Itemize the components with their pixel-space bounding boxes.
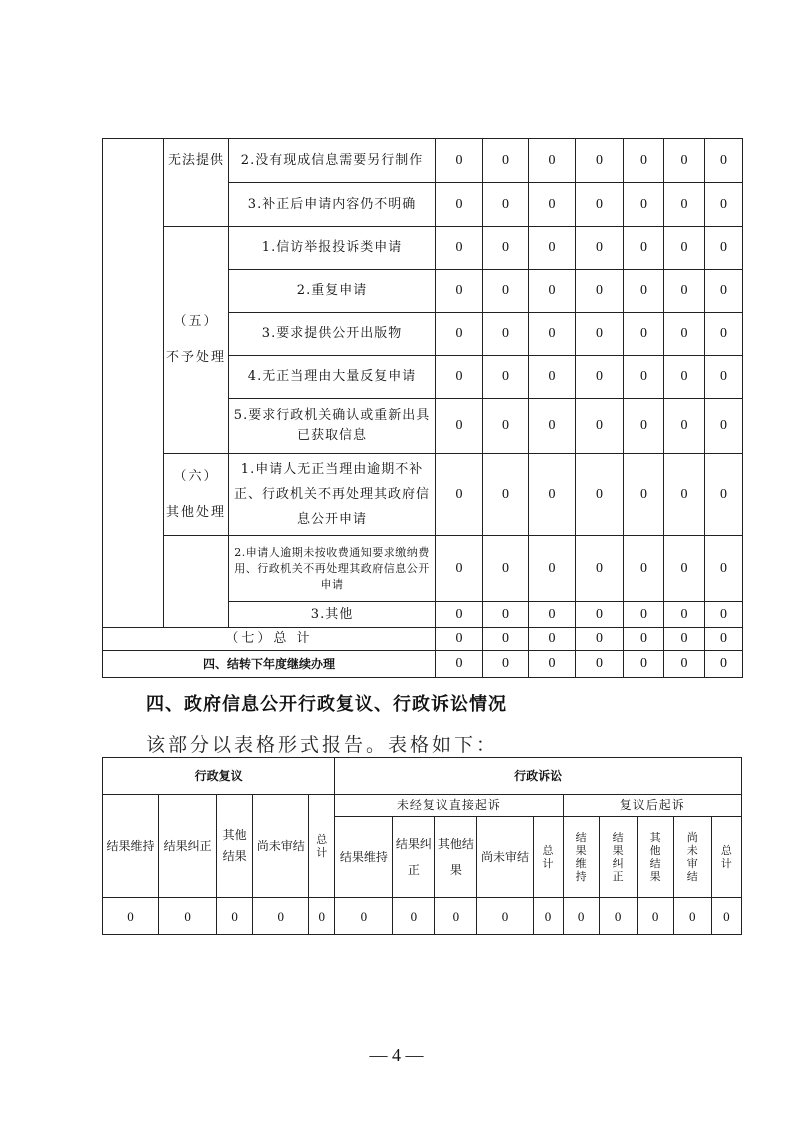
cell-value: 0 (576, 139, 624, 183)
cell-value: 0 (705, 183, 743, 227)
column-header (711, 817, 741, 898)
cell-value: 0 (705, 628, 743, 651)
table-row (103, 898, 742, 935)
after-reconsideration-header: 复议后起诉 (563, 795, 741, 817)
table-row (103, 227, 743, 270)
cell-value: 0 (529, 651, 576, 678)
cell-value: 0 (624, 454, 664, 536)
column-header (637, 817, 673, 898)
cell-value: 0 (664, 227, 705, 270)
cell-value: 0 (624, 313, 664, 356)
column-header-text: 总计 (542, 844, 554, 870)
cell-value: 0 (576, 183, 624, 227)
cell-value: 0 (624, 183, 664, 227)
cell-value: 0 (624, 536, 664, 602)
cell-value: 0 (483, 454, 529, 536)
column-header: 结果纠正 (159, 795, 217, 898)
cell-value: 0 (483, 227, 529, 270)
group-no-processing-label: 不予处理 (166, 350, 227, 365)
table-row (103, 454, 743, 536)
cell-value: 0 (664, 270, 705, 313)
column-header: 结果纠正 (393, 817, 435, 898)
cell-value: 0 (393, 898, 435, 935)
cell-value: 0 (529, 536, 576, 602)
cell-value: 0 (624, 270, 664, 313)
column-header-text: 结果纠正 (612, 831, 624, 883)
cell-value: 0 (483, 536, 529, 602)
cell-value: 0 (664, 454, 705, 536)
row-label: 3.要求提供公开出版物 (229, 313, 436, 356)
cell-value: 0 (705, 602, 743, 628)
column-header (563, 817, 599, 898)
litigation-header: 行政诉讼 (335, 758, 742, 795)
cell-value: 0 (483, 139, 529, 183)
cell-value: 0 (436, 628, 483, 651)
cell-value: 0 (529, 183, 576, 227)
cell-value: 0 (529, 356, 576, 399)
row-label: 1.信访举报投诉类申请 (229, 227, 436, 270)
row-label: 3.补正后申请内容仍不明确 (229, 183, 436, 227)
cell-value: 0 (624, 139, 664, 183)
cell-value: 0 (624, 399, 664, 454)
cell-value: 0 (705, 651, 743, 678)
cell-value: 0 (705, 270, 743, 313)
column-header-text: 总计 (720, 844, 732, 870)
cell-value: 0 (483, 183, 529, 227)
application-handling-table (102, 138, 743, 678)
cell-value: 0 (576, 454, 624, 536)
cell-value: 0 (664, 356, 705, 399)
direct-suit-header: 未经复议直接起诉 (335, 795, 563, 817)
row-label: 5.要求行政机关确认或重新出具已获取信息 (229, 399, 436, 454)
group-no-processing (164, 227, 229, 454)
cell-value: 0 (529, 602, 576, 628)
column-header (673, 817, 711, 898)
cell-value: 0 (529, 628, 576, 651)
table-row (103, 758, 742, 795)
cell-value: 0 (103, 898, 159, 935)
cell-value: 0 (624, 602, 664, 628)
group-other-processing-label: 其他处理 (166, 504, 227, 520)
cell-value: 0 (529, 313, 576, 356)
section-intro: 该部分以表格形式报告。表格如下： (146, 734, 499, 756)
cell-value: 0 (576, 270, 624, 313)
cell-value: 0 (159, 898, 217, 935)
cell-value: 0 (436, 536, 483, 602)
reconsideration-litigation-table (102, 757, 742, 935)
column-header (599, 817, 637, 898)
cell-value: 0 (436, 227, 483, 270)
cell-value: 0 (483, 270, 529, 313)
cell-value: 0 (624, 227, 664, 270)
cell-value: 0 (436, 183, 483, 227)
cell-value: 0 (483, 399, 529, 454)
cell-value: 0 (624, 356, 664, 399)
cell-value: 0 (436, 313, 483, 356)
row-label: 4.无正当理由大量反复申请 (229, 356, 436, 399)
row-label: 1.申请人无正当理由逾期不补正、行政机关不再处理其政府信息公开申请 (229, 454, 436, 536)
left-blank-cell (103, 139, 164, 628)
cell-value: 0 (436, 270, 483, 313)
cell-value: 0 (576, 313, 624, 356)
cell-value: 0 (436, 651, 483, 678)
cell-value: 0 (435, 898, 477, 935)
cell-value: 0 (664, 602, 705, 628)
cell-value: 0 (711, 898, 741, 935)
cell-value: 0 (529, 454, 576, 536)
page-number: — 4 — (369, 1045, 424, 1065)
cell-value: 0 (705, 399, 743, 454)
column-header: 结果维持 (335, 817, 393, 898)
cell-value: 0 (483, 628, 529, 651)
cell-value: 0 (309, 898, 335, 935)
column-header-text: 总计 (316, 833, 328, 859)
cell-value: 0 (705, 139, 743, 183)
cell-value: 0 (217, 898, 253, 935)
table-row (103, 795, 742, 817)
cell-value: 0 (533, 898, 563, 935)
cell-value: 0 (705, 356, 743, 399)
cell-value: 0 (563, 898, 599, 935)
cell-value: 0 (529, 227, 576, 270)
column-header-text: 结果维持 (575, 831, 587, 883)
cell-value: 0 (253, 898, 309, 935)
group-cannot-provide: 无法提供 (164, 139, 229, 227)
total-label: （七）总 计 (103, 628, 436, 651)
group-other-processing (164, 454, 229, 536)
cell-value: 0 (483, 313, 529, 356)
cell-value: 0 (705, 227, 743, 270)
cell-value: 0 (624, 628, 664, 651)
cell-value: 0 (705, 454, 743, 536)
group-no-processing-number: （五） (173, 314, 219, 329)
cell-value: 0 (664, 651, 705, 678)
cell-value: 0 (624, 651, 664, 678)
cell-value: 0 (436, 602, 483, 628)
cell-value: 0 (576, 227, 624, 270)
cell-value: 0 (477, 898, 533, 935)
cell-value: 0 (436, 139, 483, 183)
cell-value: 0 (599, 898, 637, 935)
column-header-text: 其他结果 (649, 831, 661, 883)
cell-value: 0 (664, 399, 705, 454)
cell-value: 0 (705, 313, 743, 356)
cell-value: 0 (335, 898, 393, 935)
cell-value: 0 (483, 602, 529, 628)
column-header (533, 817, 563, 898)
cell-value: 0 (483, 356, 529, 399)
cell-value: 0 (637, 898, 673, 935)
cell-value: 0 (705, 536, 743, 602)
total-row (103, 628, 743, 651)
column-header: 尚未审结 (253, 795, 309, 898)
cell-value: 0 (436, 454, 483, 536)
group-other-processing-number: （六） (173, 468, 219, 484)
cell-value: 0 (529, 139, 576, 183)
cell-value: 0 (436, 356, 483, 399)
carry-over-row (103, 651, 743, 678)
carry-over-label: 四、结转下年度继续办理 (103, 651, 436, 678)
column-header: 结果维持 (103, 795, 159, 898)
cell-value: 0 (673, 898, 711, 935)
cell-value: 0 (664, 313, 705, 356)
cell-value: 0 (664, 183, 705, 227)
column-header: 尚未审结 (477, 817, 533, 898)
cell-value: 0 (529, 399, 576, 454)
cell-value: 0 (529, 270, 576, 313)
cell-value: 0 (576, 356, 624, 399)
cell-value: 0 (664, 139, 705, 183)
row-label: 2.没有现成信息需要另行制作 (229, 139, 436, 183)
table-row (103, 536, 743, 602)
row-label: 2.申请人逾期未按收费通知要求缴纳费用、行政机关不再处理其政府信息公开申请 (229, 536, 436, 602)
cell-value: 0 (576, 399, 624, 454)
reconsideration-header: 行政复议 (103, 758, 335, 795)
table-row (103, 139, 743, 183)
cell-value: 0 (576, 536, 624, 602)
cell-value: 0 (576, 651, 624, 678)
cell-value: 0 (664, 628, 705, 651)
cell-value: 0 (483, 651, 529, 678)
column-header: 其他结果 (435, 817, 477, 898)
column-header (309, 795, 335, 898)
cell-value: 0 (576, 602, 624, 628)
section-heading: 四、政府信息公开行政复议、行政诉讼情况 (146, 694, 507, 715)
cell-value: 0 (576, 628, 624, 651)
row-label: 2.重复申请 (229, 270, 436, 313)
cell-value: 0 (436, 399, 483, 454)
row-label: 3.其他 (229, 602, 436, 628)
column-header-text: 尚未审结 (686, 831, 698, 883)
column-header: 其他结果 (217, 795, 253, 898)
cell-value: 0 (664, 536, 705, 602)
blank-group-cell (164, 536, 229, 628)
